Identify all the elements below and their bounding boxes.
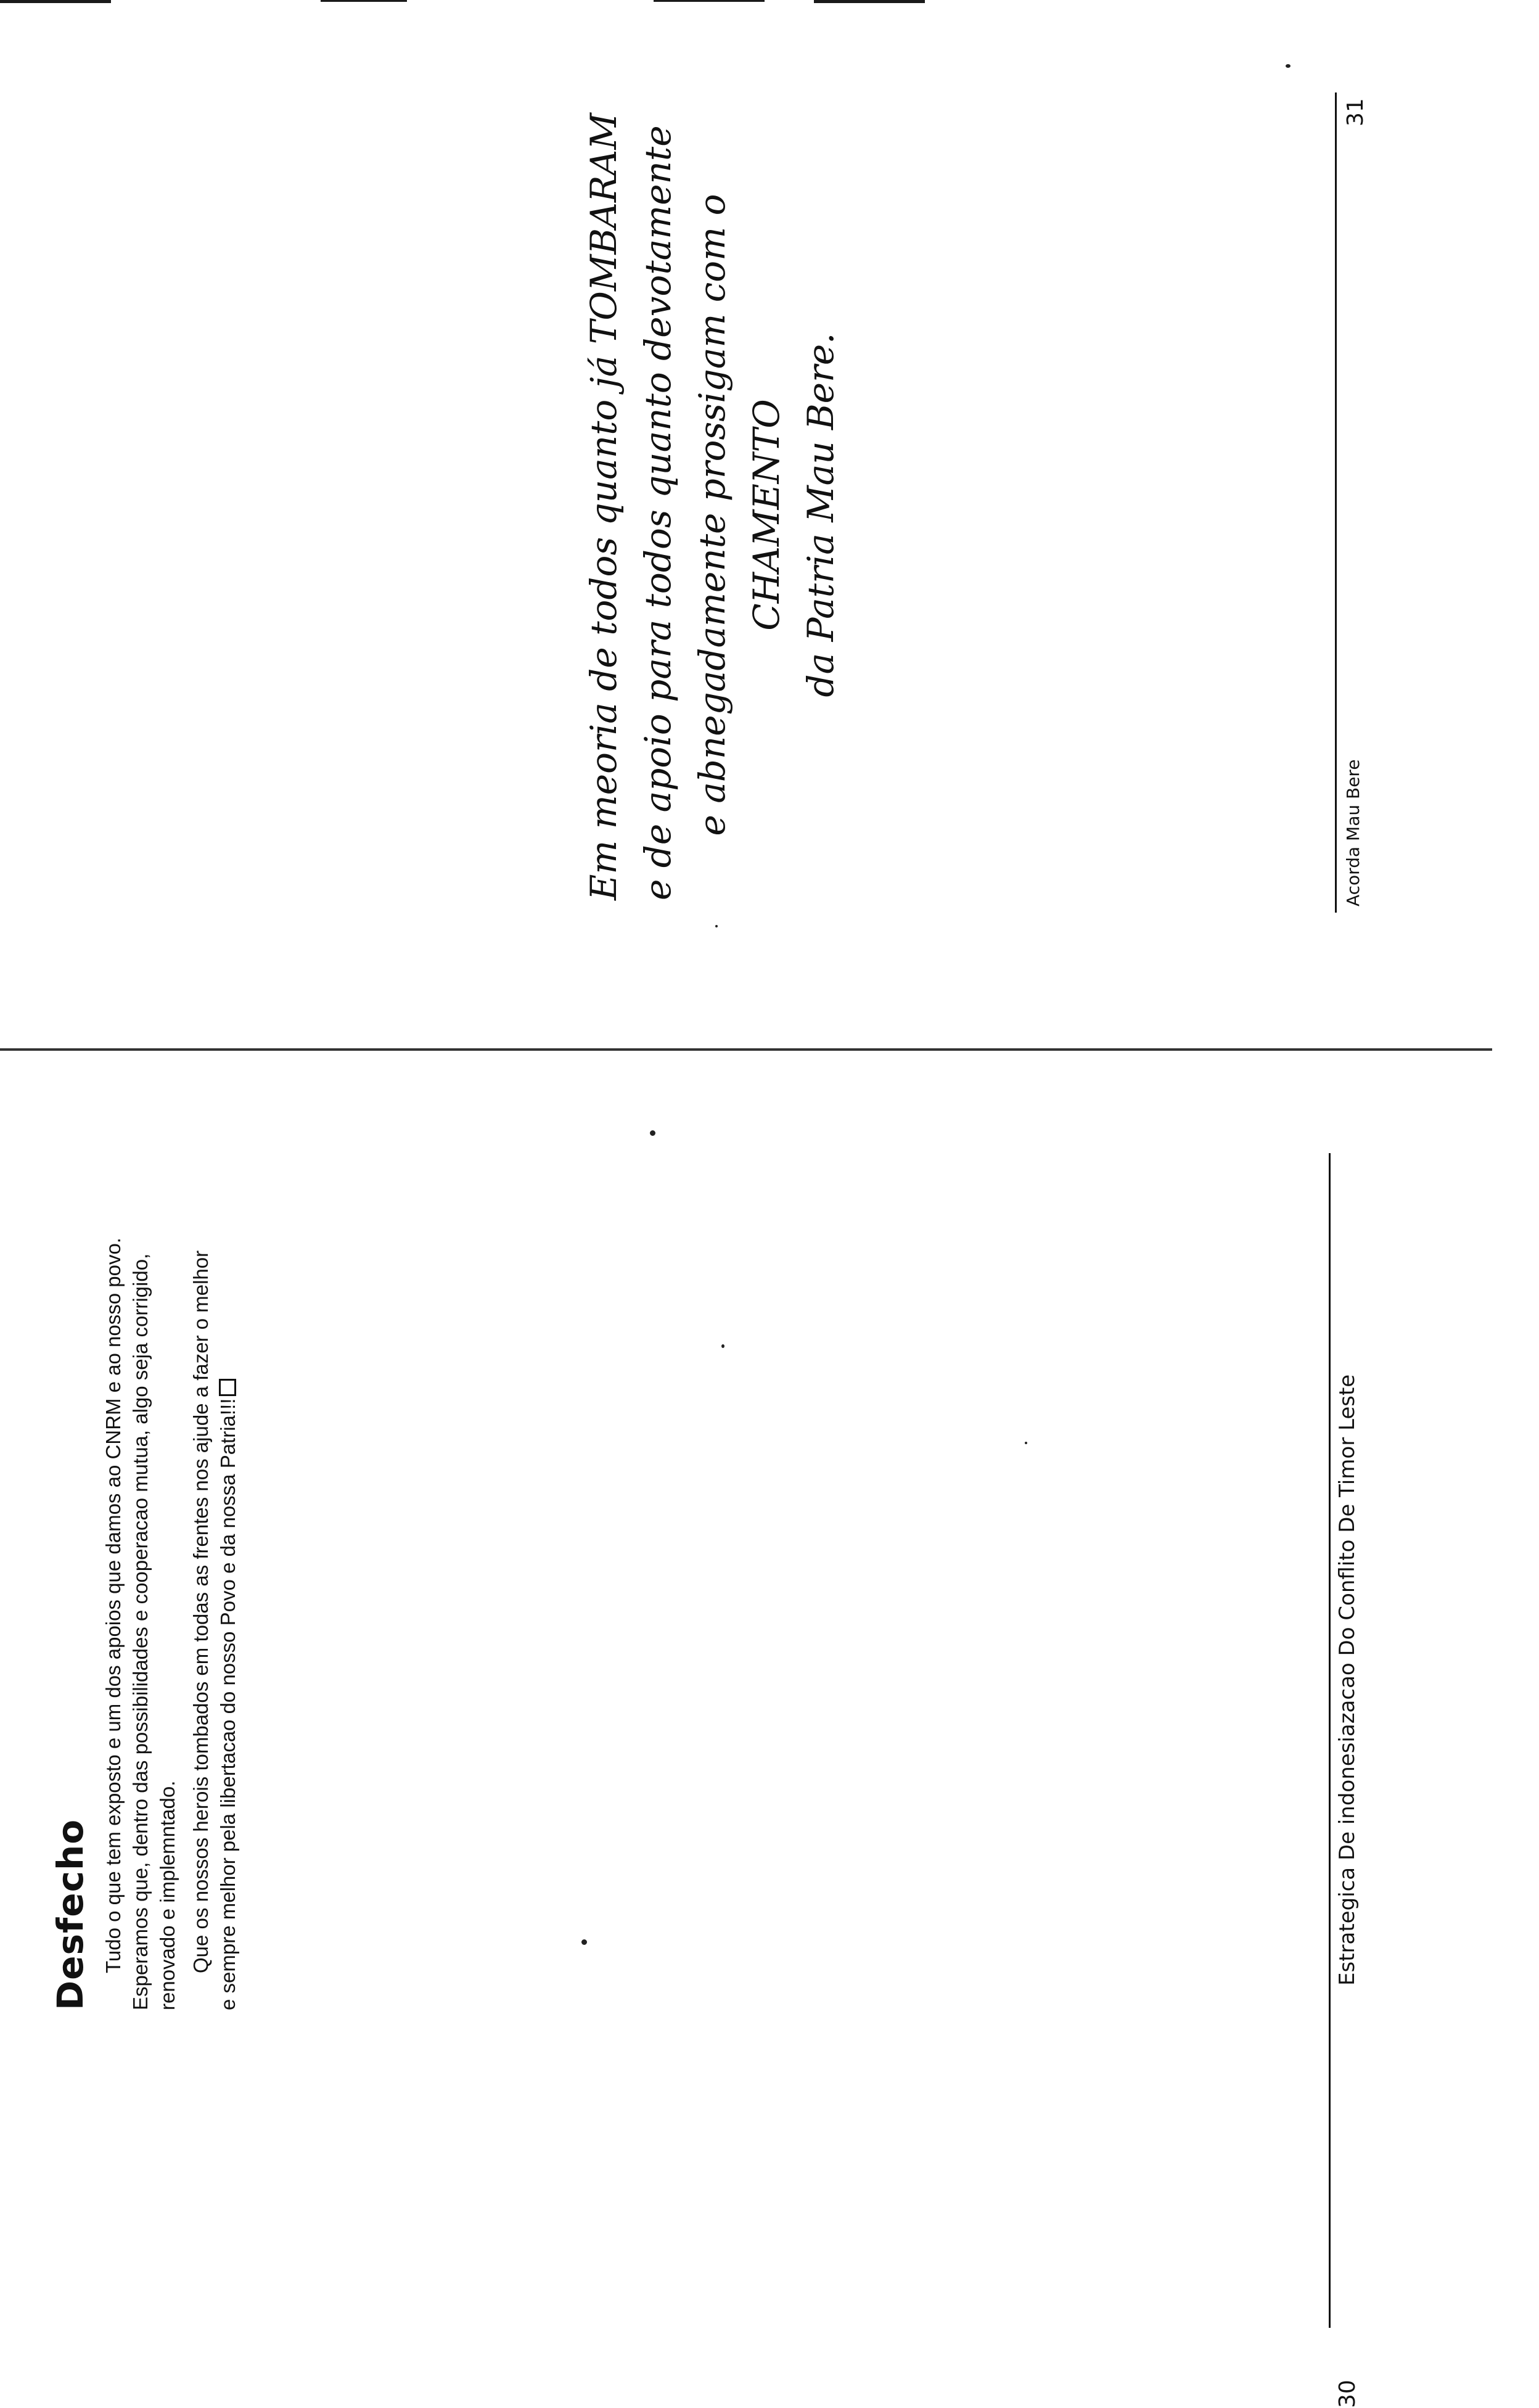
footer-page-number: 31 xyxy=(1343,98,1368,126)
poem-line: e de apoio para todos quanto devotamente xyxy=(637,125,679,900)
scan-edge-line-top xyxy=(814,0,925,3)
paragraph-intro xyxy=(100,839,181,2010)
footer-running-title: Acorda Mau Bere xyxy=(1343,759,1363,906)
poem-line: Em meoria de todos quanto já TOMBARAM xyxy=(583,113,625,900)
scan-speck xyxy=(715,925,718,927)
section-heading: Desfecho xyxy=(49,1818,91,2010)
footer-rule-right-page xyxy=(1335,92,1337,913)
end-mark-box-icon xyxy=(219,1379,236,1396)
scan-edge-line-top xyxy=(321,0,407,2)
text-line: renovado e implemntado. xyxy=(156,1780,179,2010)
scan-speck xyxy=(1025,1442,1027,1444)
scan-speck xyxy=(581,1939,587,1945)
desfecho-section xyxy=(49,839,242,2010)
text-line: Tudo o que tem exposto e um dos apoios que damos ao CNRM e ao nosso povo. xyxy=(102,1238,125,1973)
poem-line: da Patria Mau Bere. xyxy=(800,332,842,697)
scan-edge-line-top xyxy=(0,0,111,3)
scan-edge-line-top xyxy=(654,0,765,2)
scan-speck xyxy=(721,1344,724,1348)
poem-line: CHAMENTO xyxy=(745,399,787,631)
text-line: Esperamos que, dentro das possibilidades e cooperacao mutua, algo seja corrigido, xyxy=(129,1253,152,2010)
paragraph-heroes xyxy=(187,839,242,2010)
footer-page-number: 30 xyxy=(1335,2380,1360,2408)
text-line: Que os nossos herois tombados em todas as frentes nos ajude a fazer o melhor xyxy=(189,1250,212,1973)
scan-speck xyxy=(1286,64,1291,68)
footer-rule-left-page xyxy=(1329,1153,1331,2328)
poem-line: e abnegadamente prossigam com o xyxy=(691,194,733,836)
text-line-content: e sempre melhor pela libertacao do nosso Povo e da nossa Patria!!! xyxy=(216,1398,239,2010)
footer-running-title: Estrategica De indonesiazacao Do Conflito De Timor Leste xyxy=(1335,1374,1360,1986)
dedication-poem xyxy=(577,113,848,900)
text-line xyxy=(215,839,242,2010)
scan-speck xyxy=(650,1130,655,1136)
